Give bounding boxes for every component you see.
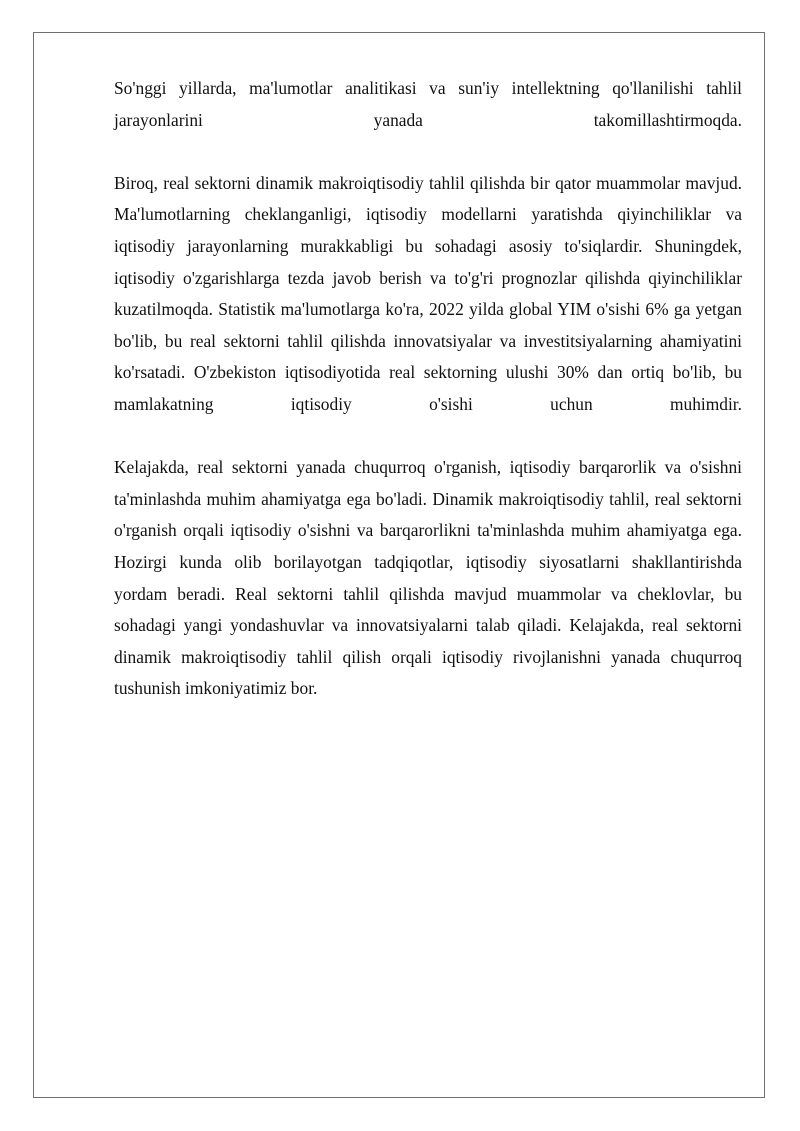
paragraph-intro: So'nggi yillarda, ma'lumotlar analitikasi va sun'iy intellektning qo'llanilishi tahlil jarayonlarini yanada takomillashtirmoqda. <box>114 78 742 130</box>
paragraph-problems: Biroq, real sektorni dinamik makroiqtisodiy tahlil qilishda bir qator muammolar mavjud. Ma'lumotlarning cheklanganligi, iqtisodiy modellarni yaratishda qiyinchiliklar va iqtisodiy jarayonlarning murakkabligi bu sohadagi asosiy to'siqlardir. Shuningdek, iqtisodiy o'zgarishlarga tezda javob berish va to'g'ri prognozlar qilishda qiyinchiliklar kuzatilmoqda. Statistik ma'lumotlarga ko'ra, 2022 yilda global YIM o'sishi 6% ga yetgan bo'lib, bu real sektorni tahlil qilishda innovatsiyalar va investitsiyalarning ahamiyatini ko'rsatadi. O'zbekiston iqtisodiyotida real sektorning ulushi 30% dan ortiq bo'lib, bu mamlakatning iqtisodiy o'sishi uchun muhimdir. <box>114 172 742 414</box>
document-body <box>114 73 742 736</box>
paragraph-future: Kelajakda, real sektorni yanada chuqurroq o'rganish, iqtisodiy barqarorlik va o'sishni ta'minlashda muhim ahamiyatga ega bo'ladi. Dinamik makroiqtisodiy tahlil, real sektorni o'rganish orqali iqtisodiy o'sishni va barqarorlikni ta'minlashda muhim ahamiyatga ega. Hozirgi kunda olib borilayotgan tadqiqotlar, iqtisodiy siyosatlarni shakllantirishda yordam beradi. Real sektorni tahlil qilishda mavjud muammolar va cheklovlar, bu sohadagi yangi yondashuvlar va innovatsiyalarni talab qiladi. Kelajakda, real sektorni dinamik makroiqtisodiy tahlil qilish orqali iqtisodiy rivojlanishni yanada chuqurroq tushunish imkoniyatimiz bor. <box>114 457 742 699</box>
